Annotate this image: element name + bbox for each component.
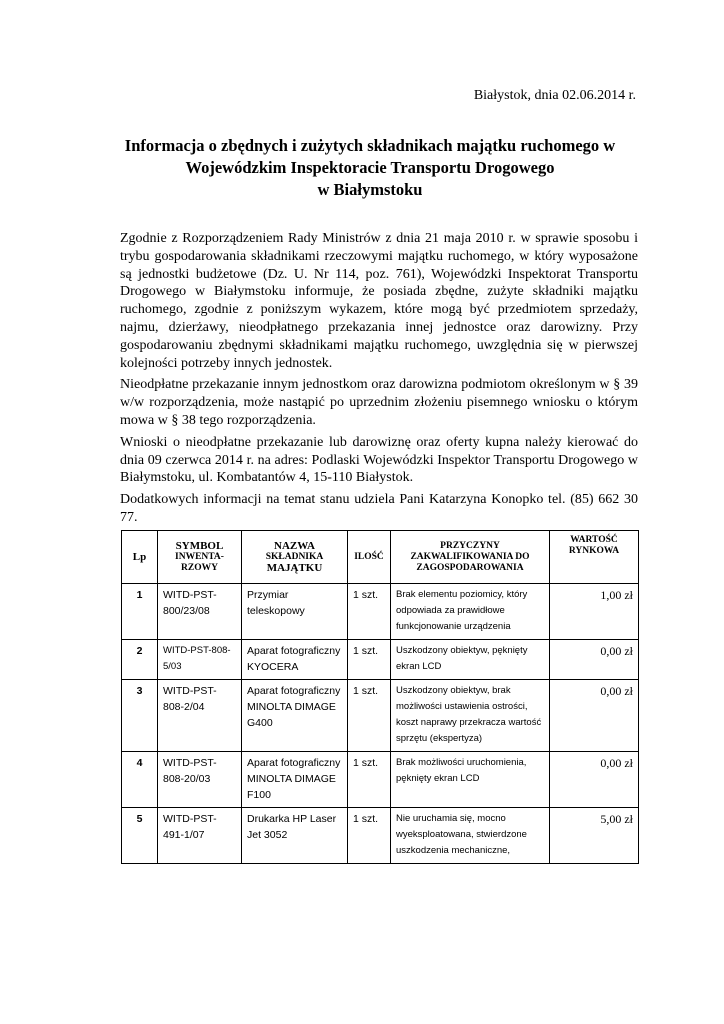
row-qty: 1 szt. bbox=[348, 640, 391, 680]
table-row bbox=[122, 752, 639, 808]
header-qty: ILOŚĆ bbox=[348, 531, 391, 584]
row-reason: Uszkodzony obiektyw, brak możliwości ustawienia ostrości, koszt naprawy przekracza wartość sprzętu (ekspertyza) bbox=[391, 680, 550, 752]
row-reason: Brak elementu poziomicy, który odpowiada za prawidłowe funkcjonowanie urządzenia bbox=[391, 584, 550, 640]
row-reason: Uszkodzony obiektyw, pęknięty ekran LCD bbox=[391, 640, 550, 680]
row-value: 5,00 zł bbox=[550, 808, 639, 864]
title-line-2: Wojewódzkim Inspektoracie Transportu Drogowego bbox=[185, 158, 555, 177]
row-qty: 1 szt. bbox=[348, 808, 391, 864]
table-row bbox=[122, 680, 639, 752]
paragraph-contact: Dodatkowych informacji na temat stanu udziela Pani Katarzyna Konopko tel. (85) 662 30 77. bbox=[120, 492, 638, 525]
table-row bbox=[122, 640, 639, 680]
table-row bbox=[122, 808, 639, 864]
row-reason: Nie uruchamia się, mocno wyeksploatowana, stwierdzone uszkodzenia mechaniczne, bbox=[391, 808, 550, 864]
paragraph-applications: Wnioski o nieodpłatne przekazanie lub darowiznę oraz oferty kupna należy kierować do dnia 09 czerwca 2014 r. na adres: Podlaski Wojewódzki Inspektor Transportu Drogowego w Białymstoku, ul. Kombatantów 4, 15-110 Białystok. bbox=[120, 434, 638, 486]
row-value: 1,00 zł bbox=[550, 584, 639, 640]
paragraph-legal-basis: Zgodnie z Rozporządzeniem Rady Ministrów z dnia 21 maja 2010 r. w sprawie sposobu i trybu gospodarowania składnikami rzeczowymi majątku ruchomego, w który wyposażone są jednostki budżetowe (Dz. U. Nr 114, poz. 761), Wojewódzki Inspektorat Transportu Drogowego w Białymstoku informuje, że posiada zbędne, zużyte składniki majątku ruchomego, zgodnie z poniższym wykazem, które mogą być przedmiotem sprzedaży, najmu, dzierżawy, nieodpłatnego przekazania innej jednostce oraz darowizny. Przy gospodarowaniu zbędnymi składnikami majątku ruchomego, uwzględnia się w pierwszej kolejności potrzeby innych jednostek. bbox=[120, 231, 638, 371]
row-lp: 4 bbox=[122, 752, 158, 808]
row-qty: 1 szt. bbox=[348, 680, 391, 752]
row-name: Aparat fotograficzny KYOCERA bbox=[242, 640, 348, 680]
row-value: 0,00 zł bbox=[550, 640, 639, 680]
row-name: Aparat fotograficzny MINOLTA DIMAGE G400 bbox=[242, 680, 348, 752]
row-value: 0,00 zł bbox=[550, 752, 639, 808]
row-name: Przymiar teleskopowy bbox=[242, 584, 348, 640]
header-lp: Lp bbox=[122, 531, 158, 584]
table-row bbox=[122, 584, 639, 640]
header-name-line3: MAJĄTKU bbox=[266, 561, 323, 574]
header-value: WARTOŚĆ RYNKOWA bbox=[550, 531, 639, 584]
row-lp: 2 bbox=[122, 640, 158, 680]
row-name: Aparat fotograficzny MINOLTA DIMAGE F100 bbox=[242, 752, 348, 808]
row-symbol: WITD-PST-808-20/03 bbox=[158, 752, 242, 808]
row-lp: 3 bbox=[122, 680, 158, 752]
row-symbol: WITD-PST-491-1/07 bbox=[158, 808, 242, 864]
header-reason: PRZYCZYNY ZAKWALIFIKOWANIA DO ZAGOSPODAROWANIA bbox=[391, 531, 550, 584]
assets-table bbox=[121, 530, 639, 864]
header-symbol-line1: SYMBOL bbox=[175, 539, 224, 552]
document-date: Białystok, dnia 02.06.2014 r. bbox=[473, 88, 636, 103]
header-name-line1: NAZWA bbox=[274, 539, 315, 552]
paragraph-free-transfer: Nieodpłatne przekazanie innym jednostkom oraz darowizna podmiotom określonym w § 39 w/w rozporządzenia, może nastąpić po uprzednim złożeniu pisemnego wniosku o którym mowa w § 38 tego rozporządzenia. bbox=[120, 377, 638, 428]
title-line-1: Informacja o zbędnych i zużytych składnikach majątku ruchomego w bbox=[124, 136, 616, 155]
document-body bbox=[120, 230, 638, 531]
table-header-row bbox=[122, 531, 639, 584]
row-qty: 1 szt. bbox=[348, 584, 391, 640]
row-symbol: WITD-PST-800/23/08 bbox=[158, 584, 242, 640]
row-symbol: WITD-PST-808-5/03 bbox=[158, 640, 242, 680]
row-lp: 5 bbox=[122, 808, 158, 864]
row-value: 0,00 zł bbox=[550, 680, 639, 752]
header-name-line2: SKŁADNIKA bbox=[265, 551, 324, 562]
header-name bbox=[242, 531, 348, 584]
title-line-3: w Białymstoku bbox=[317, 180, 423, 199]
row-symbol: WITD-PST-808-2/04 bbox=[158, 680, 242, 752]
header-symbol-line2: INWENTA-RZOWY bbox=[175, 551, 224, 573]
row-lp: 1 bbox=[122, 584, 158, 640]
row-reason: Brak możliwości uruchomienia, pęknięty ekran LCD bbox=[391, 752, 550, 808]
row-qty: 1 szt. bbox=[348, 752, 391, 808]
header-symbol bbox=[158, 531, 242, 584]
document-title bbox=[100, 135, 640, 201]
row-name: Drukarka HP Laser Jet 3052 bbox=[242, 808, 348, 864]
